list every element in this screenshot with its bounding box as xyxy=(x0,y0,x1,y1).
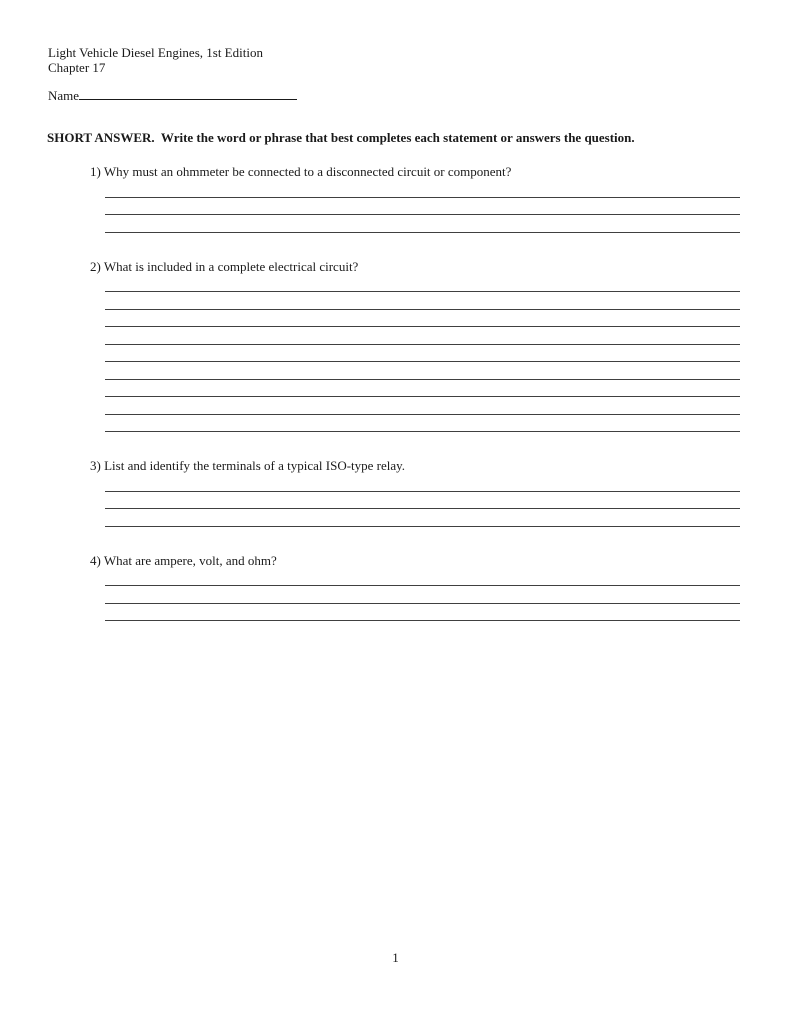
question xyxy=(48,458,743,527)
book-title: Light Vehicle Diesel Engines, 1st Edition xyxy=(48,45,263,60)
answer-lines xyxy=(105,569,740,622)
answer-line xyxy=(105,310,740,328)
page-number: 1 xyxy=(392,950,399,965)
question-text: What is included in a complete electrical circuit? xyxy=(103,258,359,274)
questions-list xyxy=(48,164,743,621)
answer-line xyxy=(105,474,740,492)
question-number: 3) xyxy=(90,458,101,473)
answer-lines xyxy=(105,474,740,527)
answer-line xyxy=(105,275,740,293)
question-number: 2) xyxy=(90,258,101,274)
name-row xyxy=(48,86,297,103)
answer-line xyxy=(105,380,740,398)
question-text-row xyxy=(48,164,743,180)
answer-line xyxy=(105,180,740,198)
answer-line xyxy=(105,586,740,604)
answer-line xyxy=(105,327,740,345)
answer-lines xyxy=(105,180,740,233)
answer-line xyxy=(105,292,740,310)
question-text-row xyxy=(48,259,743,275)
question xyxy=(48,164,743,233)
answer-line xyxy=(105,362,740,380)
answer-line xyxy=(105,345,740,363)
answer-line xyxy=(105,492,740,510)
answer-line xyxy=(105,198,740,216)
answer-line xyxy=(105,569,740,587)
question-text: What are ampere, volt, and ohm? xyxy=(103,552,277,568)
chapter-title: Chapter 17 xyxy=(48,59,106,75)
question-text: List and identify the terminals of a typical ISO-type relay. xyxy=(104,458,406,473)
answer-line xyxy=(105,604,740,622)
answer-line xyxy=(105,415,740,433)
answer-line xyxy=(105,397,740,415)
question-number: 4) xyxy=(90,552,101,568)
question-text-row xyxy=(48,458,743,474)
question-text: Why must an ohmmeter be connected to a disconnected circuit or component? xyxy=(103,164,512,179)
question xyxy=(48,259,743,433)
answer-line xyxy=(105,215,740,233)
answer-lines xyxy=(105,275,740,433)
name-blank-line xyxy=(79,86,297,100)
document-header xyxy=(48,46,263,75)
question xyxy=(48,553,743,622)
question-number: 1) xyxy=(90,164,101,179)
section-instructions: SHORT ANSWER. Write the word or phrase that best completes each statement or answers the question. xyxy=(47,130,635,145)
answer-line xyxy=(105,509,740,527)
name-label: Name xyxy=(48,88,80,103)
question-text-row xyxy=(48,553,743,569)
